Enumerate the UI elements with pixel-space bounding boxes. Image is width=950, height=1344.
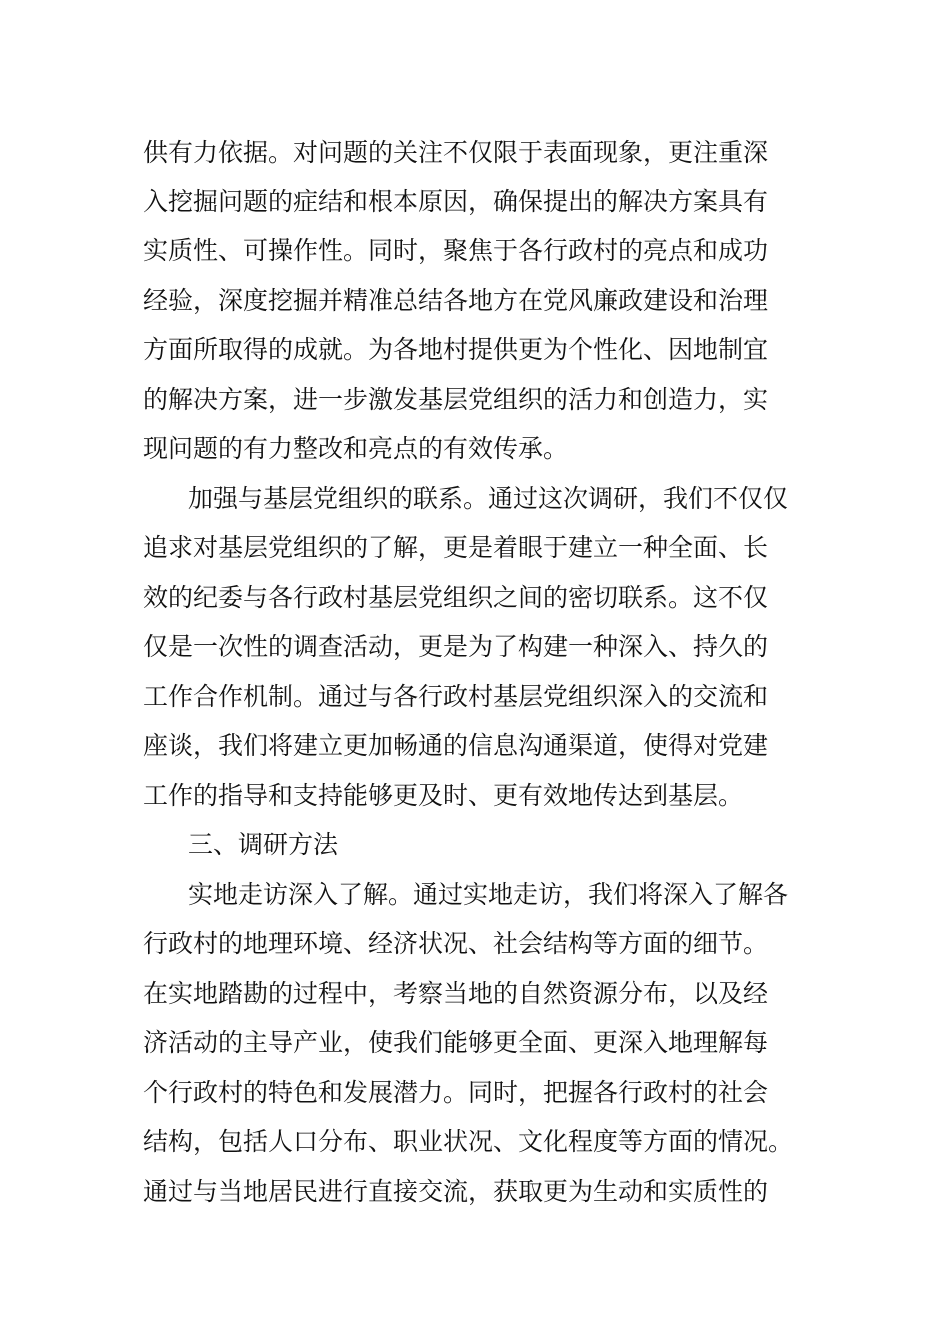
text-line: 现问题的有力整改和亮点的有效传承。: [143, 434, 569, 463]
text-line: 的解决方案，进一步激发基层党组织的活力和创造力，实: [143, 385, 769, 414]
text-line: 追求对基层党组织的了解，更是着眼于建立一种全面、长: [143, 533, 769, 562]
text-line: 结构，包括人口分布、职业状况、文化程度等方面的情况。: [143, 1127, 794, 1156]
text-line: 效的纪委与各行政村基层党组织之间的密切联系。这不仅: [143, 583, 769, 612]
text-line: 经验，深度挖掘并精准总结各地方在党风廉政建设和治理: [143, 286, 769, 315]
text-line: 方面所取得的成就。为各地村提供更为个性化、因地制宜: [143, 335, 769, 364]
paragraph-first-line: 实地走访深入了解。通过实地走访，我们将深入了解各: [188, 880, 789, 909]
text-line: 行政村的地理环境、经济状况、社会结构等方面的细节。: [143, 929, 769, 958]
text-line: 个行政村的特色和发展潜力。同时，把握各行政村的社会: [143, 1078, 769, 1107]
paragraph-first-line: 加强与基层党组织的联系。通过这次调研，我们不仅仅: [188, 484, 789, 513]
text-line: 工作合作机制。通过与各行政村基层党组织深入的交流和: [143, 682, 769, 711]
section-heading: 三、调研方法: [188, 830, 339, 859]
text-line: 济活动的主导产业，使我们能够更全面、更深入地理解每: [143, 1028, 769, 1057]
text-line: 供有力依据。对问题的关注不仅限于表面现象，更注重深: [143, 138, 769, 167]
text-line: 工作的指导和支持能够更及时、更有效地传达到基层。: [143, 781, 744, 810]
text-line: 入挖掘问题的症结和根本原因，确保提出的解决方案具有: [143, 187, 769, 216]
text-line: 座谈，我们将建立更加畅通的信息沟通渠道，使得对党建: [143, 731, 769, 760]
text-line: 在实地踏勘的过程中，考察当地的自然资源分布，以及经: [143, 979, 769, 1008]
text-line: 仅是一次性的调查活动，更是为了构建一种深入、持久的: [143, 632, 769, 661]
text-line: 实质性、可操作性。同时，聚焦于各行政村的亮点和成功: [143, 236, 769, 265]
text-line: 通过与当地居民进行直接交流，获取更为生动和实质性的: [143, 1177, 769, 1206]
